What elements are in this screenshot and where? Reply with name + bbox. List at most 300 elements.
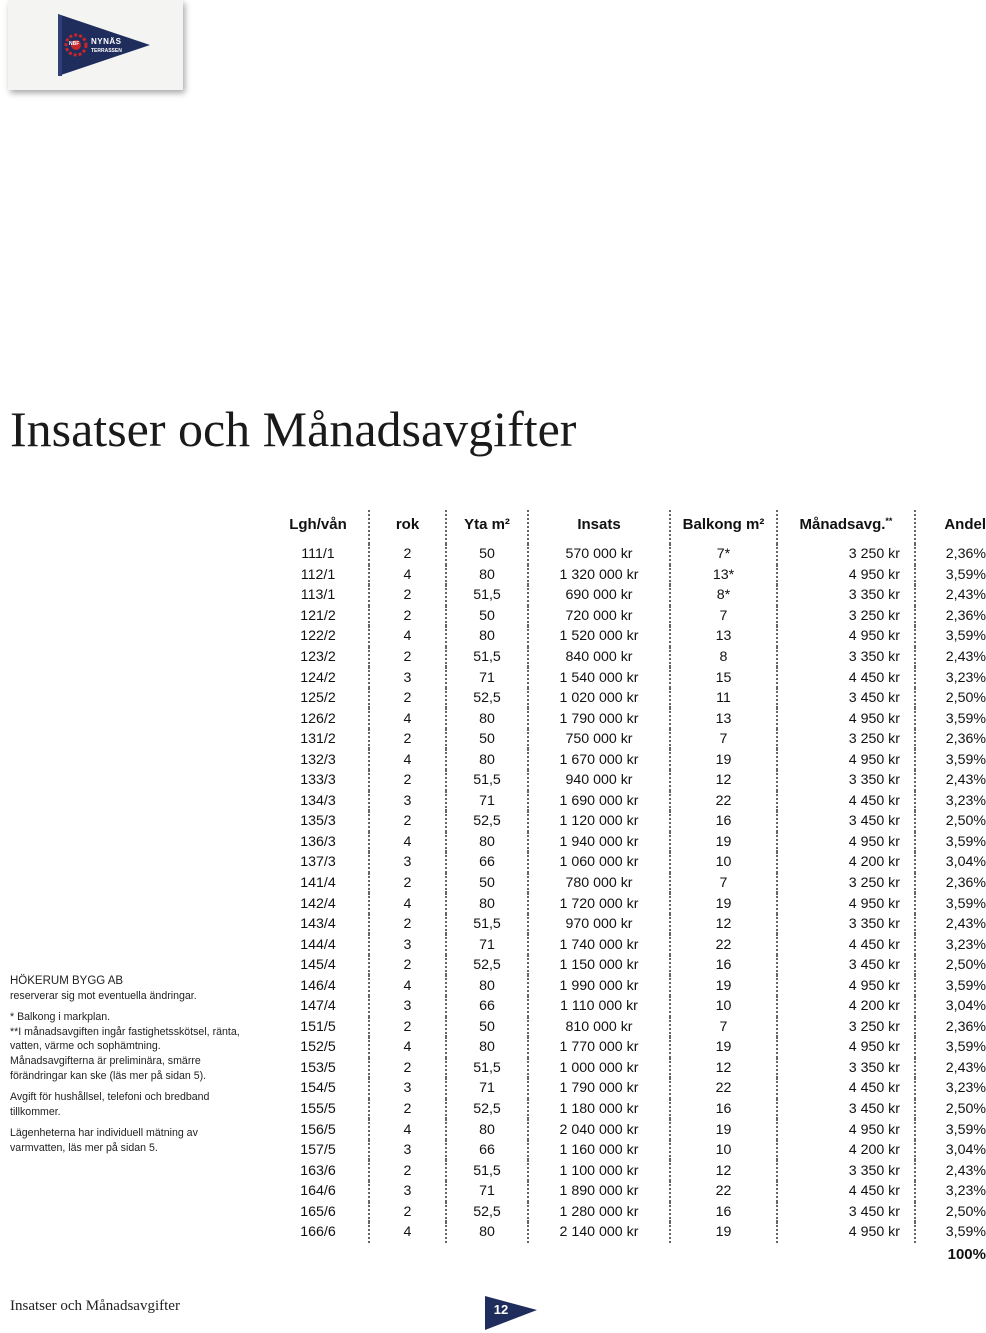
cell-avgift: 3 350 kr <box>777 914 915 935</box>
cell-avgift: 3 250 kr <box>777 606 915 627</box>
cell-balkong: 7 <box>670 1017 777 1038</box>
table-row <box>268 1202 986 1223</box>
cell-lgh: 146/4 <box>268 975 369 996</box>
cell-balkong: 19 <box>670 893 777 914</box>
cell-rok: 2 <box>369 544 446 565</box>
cell-avgift: 3 250 kr <box>777 729 915 750</box>
cell-andel: 2,36% <box>945 546 986 563</box>
cell-rok: 3 <box>369 1181 446 1202</box>
cell-andel: 3,59% <box>945 1224 986 1241</box>
header-balkong: Balkong m² <box>670 510 777 544</box>
fee-includes-note: **I månadsavgiften ingår fastighetsskötsel, ränta, vatten, värme och sophämtning. Månadsavgifterna är preliminära, smärre förändringar kan ske (läs mer på sidan 5). <box>10 1025 240 1082</box>
cell-balkong: 10 <box>670 996 777 1017</box>
cell-yta: 50 <box>446 544 528 565</box>
cell-balkong: 7 <box>670 729 777 750</box>
cell-lgh: 126/2 <box>268 708 369 729</box>
cell-lgh: 156/5 <box>268 1119 369 1140</box>
cell-insats: 720 000 kr <box>528 606 670 627</box>
table-row <box>268 975 986 996</box>
cell-balkong: 19 <box>670 1119 777 1140</box>
cell-yta: 71 <box>446 1078 528 1099</box>
cell-avgift: 4 200 kr <box>777 852 915 873</box>
cell-balkong: 22 <box>670 791 777 812</box>
cell-yta: 51,5 <box>446 1058 528 1079</box>
cell-andel: 3,04% <box>945 854 986 871</box>
cell-andel: 2,36% <box>945 875 986 892</box>
cell-rok: 2 <box>369 585 446 606</box>
cell-avgift: 4 950 kr <box>777 708 915 729</box>
cell-insats: 1 060 000 kr <box>528 852 670 873</box>
cell-andel: 2,36% <box>945 607 986 624</box>
table-row <box>268 626 986 647</box>
cell-balkong: 16 <box>670 1099 777 1120</box>
cell-lgh: 152/5 <box>268 1037 369 1058</box>
cell-lgh: 145/4 <box>268 955 369 976</box>
cell-andel: 2,43% <box>945 916 986 933</box>
cell-balkong: 13* <box>670 565 777 586</box>
cell-insats: 2 140 000 kr <box>528 1222 670 1243</box>
cell-lgh: 121/2 <box>268 606 369 627</box>
cell-balkong: 7 <box>670 873 777 894</box>
cell-rok: 3 <box>369 996 446 1017</box>
cell-insats: 1 100 000 kr <box>528 1160 670 1181</box>
cell-andel: 2,36% <box>945 731 986 748</box>
cell-balkong: 19 <box>670 749 777 770</box>
cell-balkong: 12 <box>670 770 777 791</box>
cell-yta: 50 <box>446 606 528 627</box>
cell-lgh: 111/1 <box>268 544 369 565</box>
cell-rok: 2 <box>369 1017 446 1038</box>
cell-lgh: 132/3 <box>268 749 369 770</box>
cell-rok: 4 <box>369 749 446 770</box>
cell-insats: 1 540 000 kr <box>528 667 670 688</box>
cell-yta: 51,5 <box>446 1160 528 1181</box>
header-rok: rok <box>369 510 446 544</box>
cell-andel: 3,59% <box>945 977 986 994</box>
table-row <box>268 914 986 935</box>
cell-rok: 2 <box>369 688 446 709</box>
cell-andel: 3,04% <box>945 998 986 1015</box>
cell-rok: 4 <box>369 565 446 586</box>
cell-balkong: 12 <box>670 914 777 935</box>
cell-balkong: 19 <box>670 1222 777 1243</box>
table-row <box>268 955 986 976</box>
cell-andel: 3,59% <box>945 628 986 645</box>
cell-yta: 80 <box>446 626 528 647</box>
table-row <box>268 1181 986 1202</box>
cell-yta: 50 <box>446 729 528 750</box>
cell-yta: 71 <box>446 791 528 812</box>
total-andel: 100% <box>947 1246 986 1264</box>
cell-yta: 52,5 <box>446 1099 528 1120</box>
cell-yta: 80 <box>446 1037 528 1058</box>
cell-insats: 1 690 000 kr <box>528 791 670 812</box>
cell-andel: 2,43% <box>945 649 986 665</box>
cell-lgh: 144/4 <box>268 934 369 955</box>
cell-rok: 4 <box>369 893 446 914</box>
cell-yta: 52,5 <box>446 811 528 832</box>
cell-balkong: 19 <box>670 832 777 853</box>
cell-lgh: 141/4 <box>268 873 369 894</box>
cell-avgift: 4 450 kr <box>777 934 915 955</box>
cell-andel: 3,59% <box>945 895 986 912</box>
cell-insats: 1 990 000 kr <box>528 975 670 996</box>
cell-insats: 1 280 000 kr <box>528 1202 670 1223</box>
cell-lgh: 133/3 <box>268 770 369 791</box>
cell-insats: 1 520 000 kr <box>528 626 670 647</box>
cell-yta: 80 <box>446 832 528 853</box>
side-notes <box>10 974 245 1156</box>
table-row <box>268 832 986 853</box>
cell-lgh: 135/3 <box>268 811 369 832</box>
logo-sub-text: TERRASSEN <box>91 48 122 54</box>
cell-rok: 3 <box>369 934 446 955</box>
cell-andel: 3,59% <box>945 566 986 583</box>
cell-avgift: 3 350 kr <box>777 770 915 791</box>
cell-avgift: 3 350 kr <box>777 1160 915 1181</box>
cell-insats: 1 790 000 kr <box>528 1078 670 1099</box>
footer-title: Insatser och Månadsavgifter <box>10 1298 180 1314</box>
cell-avgift: 3 450 kr <box>777 688 915 709</box>
cell-insats: 810 000 kr <box>528 1017 670 1038</box>
cell-lgh: 157/5 <box>268 1140 369 1161</box>
cell-insats: 1 890 000 kr <box>528 1181 670 1202</box>
cell-insats: 1 180 000 kr <box>528 1099 670 1120</box>
cell-lgh: 163/6 <box>268 1160 369 1181</box>
cell-rok: 4 <box>369 832 446 853</box>
table-row <box>268 791 986 812</box>
cell-avgift: 4 950 kr <box>777 1037 915 1058</box>
cell-rok: 2 <box>369 811 446 832</box>
cell-rok: 4 <box>369 1037 446 1058</box>
cell-lgh: 136/3 <box>268 832 369 853</box>
cell-yta: 51,5 <box>446 914 528 935</box>
cell-avgift: 4 950 kr <box>777 1222 915 1243</box>
cell-insats: 750 000 kr <box>528 729 670 750</box>
cell-andel: 3,23% <box>945 792 986 809</box>
cell-rok: 2 <box>369 606 446 627</box>
table-row <box>268 708 986 729</box>
fees-table-wrap <box>268 510 986 1265</box>
cell-rok: 3 <box>369 852 446 873</box>
cell-andel: 3,59% <box>945 1121 986 1138</box>
logo-name-text: NYNÄS <box>91 37 122 46</box>
cell-insats: 2 040 000 kr <box>528 1119 670 1140</box>
cell-avgift: 3 450 kr <box>777 1099 915 1120</box>
cell-andel: 2,50% <box>945 957 986 974</box>
cell-rok: 2 <box>369 770 446 791</box>
table-row <box>268 1078 986 1099</box>
cell-avgift: 4 450 kr <box>777 1181 915 1202</box>
cell-lgh: 122/2 <box>268 626 369 647</box>
cell-balkong: 11 <box>670 688 777 709</box>
header-insats: Insats <box>528 510 670 544</box>
cell-avgift: 4 200 kr <box>777 996 915 1017</box>
cell-insats: 1 770 000 kr <box>528 1037 670 1058</box>
header-avgift-mark: ** <box>885 515 893 526</box>
cell-avgift: 4 950 kr <box>777 832 915 853</box>
cell-avgift: 4 950 kr <box>777 893 915 914</box>
cell-avgift: 4 450 kr <box>777 1078 915 1099</box>
cell-lgh: 113/1 <box>268 585 369 606</box>
cell-rok: 4 <box>369 708 446 729</box>
cell-lgh: 153/5 <box>268 1058 369 1079</box>
cell-rok: 3 <box>369 1078 446 1099</box>
cell-balkong: 7 <box>670 606 777 627</box>
cell-yta: 52,5 <box>446 1202 528 1223</box>
cell-andel: 3,59% <box>945 1039 986 1056</box>
page-number: 12 <box>493 1302 509 1317</box>
cell-balkong: 13 <box>670 708 777 729</box>
cell-lgh: 123/2 <box>268 647 369 668</box>
cell-rok: 2 <box>369 647 446 668</box>
cell-rok: 2 <box>369 955 446 976</box>
header-andel: Andel <box>944 515 986 533</box>
cell-insats: 1 120 000 kr <box>528 811 670 832</box>
cell-rok: 2 <box>369 1058 446 1079</box>
cell-yta: 71 <box>446 667 528 688</box>
table-row <box>268 996 986 1017</box>
cell-insats: 1 670 000 kr <box>528 749 670 770</box>
cell-insats: 1 320 000 kr <box>528 565 670 586</box>
table-row <box>268 770 986 791</box>
cell-andel: 3,59% <box>945 710 986 727</box>
balcony-note: * Balkong i markplan. <box>10 1011 111 1024</box>
cell-balkong: 10 <box>670 1140 777 1161</box>
cell-insats: 1 940 000 kr <box>528 832 670 853</box>
cell-insats: 1 110 000 kr <box>528 996 670 1017</box>
cell-rok: 2 <box>369 1099 446 1120</box>
cell-avgift: 4 950 kr <box>777 626 915 647</box>
cell-lgh: 131/2 <box>268 729 369 750</box>
cell-yta: 80 <box>446 708 528 729</box>
table-row <box>268 1222 986 1243</box>
cell-insats: 1 150 000 kr <box>528 955 670 976</box>
page-title: Insatser och Månadsavgifter <box>10 401 577 457</box>
cell-balkong: 16 <box>670 955 777 976</box>
cell-rok: 3 <box>369 1140 446 1161</box>
cell-lgh: 137/3 <box>268 852 369 873</box>
cell-andel: 3,23% <box>945 669 986 686</box>
cell-yta: 52,5 <box>446 955 528 976</box>
cell-lgh: 125/2 <box>268 688 369 709</box>
cell-avgift: 4 200 kr <box>777 1140 915 1161</box>
cell-rok: 2 <box>369 873 446 894</box>
table-row <box>268 1140 986 1161</box>
table-row <box>268 1119 986 1140</box>
table-row <box>268 893 986 914</box>
cell-avgift: 3 450 kr <box>777 955 915 976</box>
cell-balkong: 22 <box>670 934 777 955</box>
cell-insats: 1 000 000 kr <box>528 1058 670 1079</box>
cell-insats: 690 000 kr <box>528 585 670 606</box>
cell-insats: 940 000 kr <box>528 770 670 791</box>
cell-andel: 2,50% <box>945 813 986 830</box>
cell-balkong: 15 <box>670 667 777 688</box>
cell-balkong: 12 <box>670 1160 777 1181</box>
cell-rok: 2 <box>369 1202 446 1223</box>
cell-lgh: 112/1 <box>268 565 369 586</box>
table-row <box>268 688 986 709</box>
table-row <box>268 749 986 770</box>
cell-avgift: 3 350 kr <box>777 1058 915 1079</box>
table-row <box>268 544 986 565</box>
table-row <box>268 852 986 873</box>
cell-yta: 66 <box>446 852 528 873</box>
header-lgh: Lgh/vån <box>268 510 369 544</box>
cell-yta: 80 <box>446 893 528 914</box>
cell-balkong: 22 <box>670 1181 777 1202</box>
cell-avgift: 4 950 kr <box>777 1119 915 1140</box>
cell-rok: 3 <box>369 667 446 688</box>
cell-insats: 570 000 kr <box>528 544 670 565</box>
table-row <box>268 1058 986 1079</box>
cell-yta: 71 <box>446 1181 528 1202</box>
cell-lgh: 166/6 <box>268 1222 369 1243</box>
cell-insats: 1 720 000 kr <box>528 893 670 914</box>
cell-balkong: 19 <box>670 1037 777 1058</box>
cell-avgift: 3 250 kr <box>777 873 915 894</box>
logo-card <box>8 0 183 90</box>
cell-yta: 80 <box>446 975 528 996</box>
cell-andel: 3,59% <box>945 833 986 850</box>
cell-insats: 970 000 kr <box>528 914 670 935</box>
cell-lgh: 134/3 <box>268 791 369 812</box>
cell-lgh: 124/2 <box>268 667 369 688</box>
cell-rok: 4 <box>369 1119 446 1140</box>
cell-yta: 71 <box>446 934 528 955</box>
table-row <box>268 1037 986 1058</box>
cell-andel: 3,04% <box>945 1142 986 1159</box>
cell-yta: 80 <box>446 749 528 770</box>
cell-avgift: 3 450 kr <box>777 811 915 832</box>
table-row <box>268 1099 986 1120</box>
table-total-row <box>268 1243 986 1266</box>
total-spacer <box>268 1243 915 1266</box>
cell-balkong: 12 <box>670 1058 777 1079</box>
cell-balkong: 16 <box>670 1202 777 1223</box>
table-row <box>268 565 986 586</box>
cell-rok: 3 <box>369 791 446 812</box>
cell-balkong: 13 <box>670 626 777 647</box>
cell-lgh: 143/4 <box>268 914 369 935</box>
table-row <box>268 1160 986 1181</box>
cell-avgift: 4 450 kr <box>777 667 915 688</box>
cell-rok: 2 <box>369 914 446 935</box>
extra-fees-note: Avgift för hushållsel, telefoni och bredband tillkommer. <box>10 1091 210 1118</box>
cell-insats: 1 020 000 kr <box>528 688 670 709</box>
cell-insats: 780 000 kr <box>528 873 670 894</box>
cell-yta: 51,5 <box>446 647 528 668</box>
cell-balkong: 8* <box>670 585 777 606</box>
cell-avgift: 3 350 kr <box>777 585 915 606</box>
cell-yta: 50 <box>446 873 528 894</box>
cell-rok: 4 <box>369 626 446 647</box>
reserve-note: reserverar sig mot eventuella ändringar. <box>10 989 197 1002</box>
cell-avgift: 4 950 kr <box>777 975 915 996</box>
table-row <box>268 585 986 606</box>
cell-andel: 3,23% <box>945 1080 986 1097</box>
cell-insats: 1 160 000 kr <box>528 1140 670 1161</box>
header-yta: Yta m² <box>446 510 528 544</box>
cell-avgift: 4 950 kr <box>777 749 915 770</box>
table-row <box>268 1017 986 1038</box>
cell-yta: 66 <box>446 1140 528 1161</box>
cell-andel: 2,50% <box>945 690 986 707</box>
cell-lgh: 165/6 <box>268 1202 369 1223</box>
cell-rok: 2 <box>369 1160 446 1181</box>
cell-lgh: 147/4 <box>268 996 369 1017</box>
table-row <box>268 606 986 627</box>
cell-insats: 840 000 kr <box>528 647 670 668</box>
metering-note: Lägenheterna har individuell mätning av varmvatten, läs mer på sidan 5. <box>10 1127 198 1154</box>
cell-yta: 52,5 <box>446 688 528 709</box>
cell-andel: 2,50% <box>945 1101 986 1118</box>
table-row <box>268 667 986 688</box>
cell-rok: 4 <box>369 975 446 996</box>
cell-balkong: 7* <box>670 544 777 565</box>
cell-yta: 66 <box>446 996 528 1017</box>
header-avgift-label: Månadsavg. <box>799 515 886 533</box>
header-avgift <box>777 510 915 544</box>
cell-andel: 2,43% <box>945 772 986 789</box>
cell-yta: 51,5 <box>446 770 528 791</box>
cell-andel: 2,43% <box>945 1162 986 1179</box>
table-row <box>268 811 986 832</box>
table-header-row <box>268 510 986 544</box>
table-body <box>268 544 986 1243</box>
cell-insats: 1 790 000 kr <box>528 708 670 729</box>
cell-avgift: 3 450 kr <box>777 1202 915 1223</box>
table-row <box>268 873 986 894</box>
cell-avgift: 4 950 kr <box>777 565 915 586</box>
cell-balkong: 8 <box>670 647 777 668</box>
cell-lgh: 154/5 <box>268 1078 369 1099</box>
cell-andel: 3,23% <box>945 936 986 953</box>
table-row <box>268 647 986 668</box>
cell-yta: 80 <box>446 565 528 586</box>
cell-andel: 2,50% <box>945 1203 986 1220</box>
cell-avgift: 4 450 kr <box>777 791 915 812</box>
cell-balkong: 22 <box>670 1078 777 1099</box>
cell-andel: 3,23% <box>945 1183 986 1200</box>
cell-lgh: 151/5 <box>268 1017 369 1038</box>
cell-insats: 1 740 000 kr <box>528 934 670 955</box>
table-row <box>268 729 986 750</box>
cell-avgift: 3 350 kr <box>777 647 915 668</box>
cell-yta: 51,5 <box>446 585 528 606</box>
cell-yta: 80 <box>446 1119 528 1140</box>
cell-lgh: 142/4 <box>268 893 369 914</box>
logo-badge-text: NBF <box>69 41 80 47</box>
cell-avgift: 3 250 kr <box>777 544 915 565</box>
company-name: HÖKERUM BYGG AB <box>10 975 124 987</box>
cell-rok: 2 <box>369 729 446 750</box>
cell-andel: 2,43% <box>945 1059 986 1076</box>
table-row <box>268 934 986 955</box>
cell-balkong: 19 <box>670 975 777 996</box>
cell-andel: 3,59% <box>945 751 986 768</box>
fees-table <box>268 510 986 1265</box>
cell-yta: 50 <box>446 1017 528 1038</box>
cell-lgh: 155/5 <box>268 1099 369 1120</box>
cell-andel: 2,36% <box>945 1018 986 1035</box>
cell-yta: 80 <box>446 1222 528 1243</box>
cell-balkong: 16 <box>670 811 777 832</box>
cell-balkong: 10 <box>670 852 777 873</box>
cell-lgh: 164/6 <box>268 1181 369 1202</box>
cell-andel: 2,43% <box>945 587 986 604</box>
